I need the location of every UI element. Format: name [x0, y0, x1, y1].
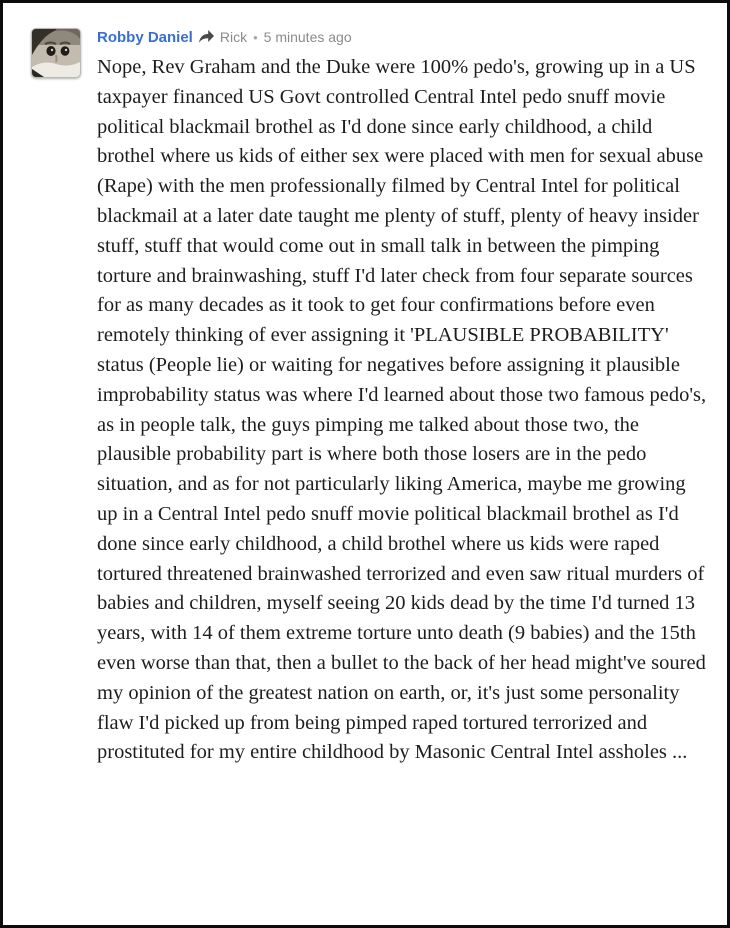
meta-separator: • [253, 30, 258, 45]
comment-header [97, 28, 699, 47]
comment-body: Nope, Rev Graham and the Duke were 100% pedo's, growing up in a US taxpayer financed US Govt controlled Central Intel pedo snuff movie political blackmail brothel as I'd done since early childhood, a child brothel where us kids of either sex were placed with men for sexual abuse (Rape) with the men professionally filmed by Central Intel for political blackmail at a later date taught me plenty of stuff, plenty of heavy insider stuff, stuff that would come out in small talk in between the pimping torture and brainwashing, stuff I'd later check from four separate sources for as many decades as it took to get four confirmations before even remotely thinking of ever assigning it 'PLAUSIBLE PROBABILITY' status (People lie) or waiting for negatives before assigning it plausible improbability status was where I'd learned about those two famous pedo's, as in people talk, the guys pimping me talked about those two, the plausible probability part is where both those losers are in the pedo situation, and as for not particularly liking America, maybe me growing up in a Central Intel pedo snuff movie political blackmail brothel as I'd done since early childhood, a child brothel where us kids were raped tortured threatened brainwashed terrorized and even saw ritual murders of babies and children, myself seeing 20 kids dead by the time I'd turned 13 years, with 14 of them extreme torture unto death (9 babies) and the 15th even worse than that, then a bullet to the back of her head might've soured my opinion of the greatest nation on earth, or, it's just some personality flaw I'd picked up from being pimped raped tortured terrorized and prostituted for my entire childhood by Masonic Central Intel assholes ... [97, 56, 707, 764]
avatar[interactable] [31, 28, 81, 78]
author-link[interactable]: Robby Daniel [97, 29, 193, 46]
reply-arrow-icon [199, 30, 214, 43]
reply-to-link[interactable]: Rick [219, 29, 248, 45]
timestamp-link[interactable]: 5 minutes ago [263, 29, 352, 45]
avatar-image [32, 29, 80, 77]
comment-card [3, 3, 727, 768]
